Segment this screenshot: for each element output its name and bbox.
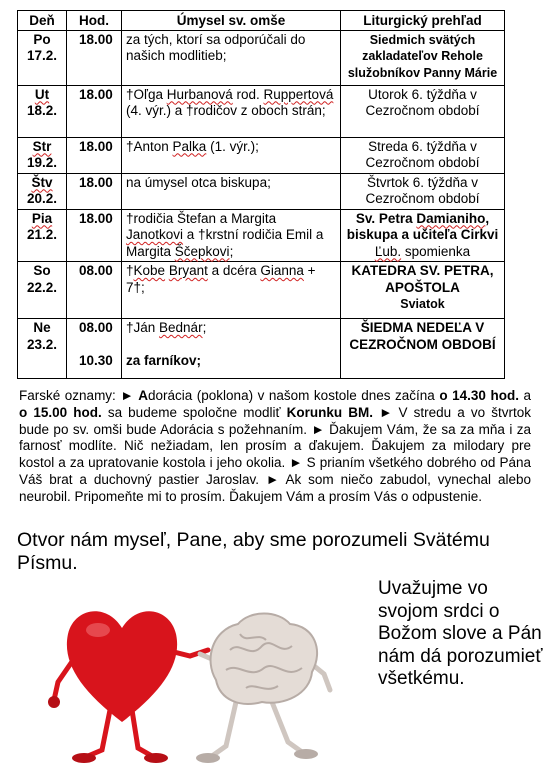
rank-text: spomienka: [401, 243, 471, 259]
table-row: [18, 30, 505, 85]
day-name: Pia: [31, 210, 53, 226]
intention-text: ;: [202, 320, 207, 335]
day-date: 17.2.: [26, 48, 58, 63]
intention-text: †Ján: [126, 320, 160, 335]
intention-cell: [122, 209, 341, 262]
feast-text: Sv. Petra: [355, 210, 417, 226]
hour-cell: 18.00: [67, 173, 122, 209]
liturgy-cell: Utorok 6. týždňa v Cezročnom období: [341, 85, 505, 137]
mass-schedule-table: [17, 10, 505, 379]
hour-cell: 18.00: [67, 137, 122, 173]
notice-bold: Korunku BM.: [286, 404, 373, 420]
hour-cell: 18.00: [67, 209, 122, 262]
intention-text: †Oľga: [126, 86, 167, 102]
table-row: [18, 85, 505, 137]
intention-name: Bryant: [168, 263, 208, 278]
liturgy-cell: [341, 209, 505, 262]
notice-text: a: [518, 388, 531, 403]
prayer-text: Otvor nám myseľ, Pane, aby sme porozumeli Svätému Písmu.: [17, 529, 490, 574]
table-header-row: [18, 11, 505, 31]
hour-cell: 08.00: [67, 262, 122, 319]
day-cell: [18, 137, 67, 173]
hour-cell: 18.00: [67, 85, 122, 137]
day-cell: [18, 209, 67, 262]
intention-text: †: [126, 263, 134, 278]
notice-bold: o 14.30 hod.: [439, 388, 519, 403]
table-row: [18, 173, 505, 209]
table-row: [18, 319, 505, 379]
heart-and-brain-illustration: [40, 590, 360, 775]
intention-name: Kobe: [133, 263, 166, 278]
reflection-text: Uvažujme vo svojom srdci o Božom slove a Pán nám dá porozumieť všetkému.: [378, 578, 543, 690]
intention-cell: [122, 137, 341, 173]
heart-icon: [48, 611, 208, 763]
intention-text: (4. výr.) a †rodičov z oboch strán;: [126, 103, 326, 118]
notice-text: ► V stredu a vo štvrtok bude po sv. omši bude Adorácia s požehnaním. ► Ďakujem Vám, že sa za mňa i za farnosť modlíte. Nič nežiadam, len prosím a ďakujem. Ďakujem za milodary pre kostol a za upratovanie kostola i jeho okolia. ► S prianím všetkého dobrého od Pána Váš brat a duchovný pastier Jaroslav. ► Ak som niečo zabudol, vynechal alebo neurobil. Pripomeňte mi to prosím. Ďakujem Vám a prosím Vás o odpustenie.: [19, 404, 531, 504]
intention-cell: za tých, ktorí sa odporúčali do našich modlitieb;: [122, 30, 341, 85]
hour-1: 08.00: [79, 320, 113, 335]
brain-icon: [196, 614, 330, 764]
intention-text: ;: [229, 243, 234, 259]
day-name: Po: [33, 31, 51, 47]
intention-text: †rodičia Štefan a Margita: [126, 210, 277, 226]
liturgy-cell: [341, 262, 505, 319]
notice-bold: o 15.00 hod.: [19, 404, 102, 420]
intention-name: Ruppertová: [263, 86, 334, 102]
notice-bold: A: [138, 388, 148, 403]
day-name: Štv: [31, 174, 53, 190]
hour-cell: [67, 319, 122, 379]
intention-name: Bednár: [159, 320, 203, 335]
day-name: Str: [32, 138, 52, 154]
day-date: 19.2.: [26, 155, 58, 170]
day-name: So: [33, 263, 51, 278]
day-cell: [18, 30, 67, 85]
illustration-svg: [40, 590, 360, 770]
hour-cell: 18.00: [67, 30, 122, 85]
day-cell: [18, 173, 67, 209]
notice-text: Farské oznamy: ►: [19, 388, 139, 403]
rank-abbrev: Ľub.: [374, 243, 402, 259]
liturgy-cell: Streda 6. týždňa v Cezročnom období: [341, 137, 505, 173]
intention-cell: na úmysel otca biskupa;: [122, 173, 341, 209]
header-liturgy: Liturgický prehľad: [341, 11, 505, 31]
header-day: Deň: [18, 11, 67, 31]
intention-text: a dcéra: [207, 263, 261, 278]
liturgy-cell: ŠIEDMA NEDEĽA V CEZROČNOM OBDOBÍ: [341, 319, 505, 379]
header-intention: Úmysel sv. omše: [122, 11, 341, 31]
intention-cell: [122, 319, 341, 379]
intention-name: Gianna: [260, 263, 304, 278]
notice-text: dorácia (poklona) v našom kostole dnes začína: [147, 388, 440, 403]
day-date: 20.2.: [26, 191, 58, 206]
hour-2: 10.30: [79, 352, 113, 368]
day-cell: [18, 85, 67, 137]
intention-name: Janotkovi: [126, 227, 184, 242]
day-name: Ut: [34, 86, 50, 102]
feast-text: , biskupa a učiteľa Cirkvi: [346, 210, 499, 242]
intention-text: + 7†;: [126, 263, 316, 295]
day-date: 21.2.: [26, 227, 58, 242]
intention-name: Palka: [172, 138, 207, 154]
intention-cell: [122, 262, 341, 319]
intention-text: a †krstní rodičia Emil a Margita: [126, 227, 324, 259]
rank-text: Sviatok: [400, 297, 445, 311]
parish-announcements: [19, 388, 531, 506]
day-cell: [18, 262, 67, 319]
intention-name: Hurbanová: [166, 86, 233, 102]
table-row: [18, 209, 505, 262]
table-row: [18, 262, 505, 319]
day-name: Ne: [33, 320, 51, 335]
intention-name: Ščepkovi: [174, 243, 230, 259]
day-cell: [18, 319, 67, 379]
day-date: 18.2.: [26, 103, 58, 118]
table-row: [18, 137, 505, 173]
intention-text: rod.: [232, 86, 264, 102]
day-date: 22.2.: [26, 279, 58, 295]
header-hour: Hod.: [67, 11, 122, 31]
intention-text-2: za farníkov;: [126, 352, 202, 368]
liturgy-cell: Štvrtok 6. týždňa v Cezročnom období: [341, 173, 505, 209]
feast-name: KATEDRA SV. PETRA, APOŠTOLA: [351, 263, 494, 295]
intention-cell: [122, 85, 341, 137]
intention-text: †Anton: [126, 138, 173, 154]
feast-name: Damianiho: [416, 210, 486, 226]
notice-text: sa budeme spoločne modliť: [101, 404, 287, 420]
intention-text: (1. výr.);: [206, 138, 259, 154]
liturgy-cell: Siedmich svätých zakladateľov Rehole služobníkov Panny Márie: [341, 30, 505, 85]
day-date: 23.2.: [26, 336, 58, 352]
